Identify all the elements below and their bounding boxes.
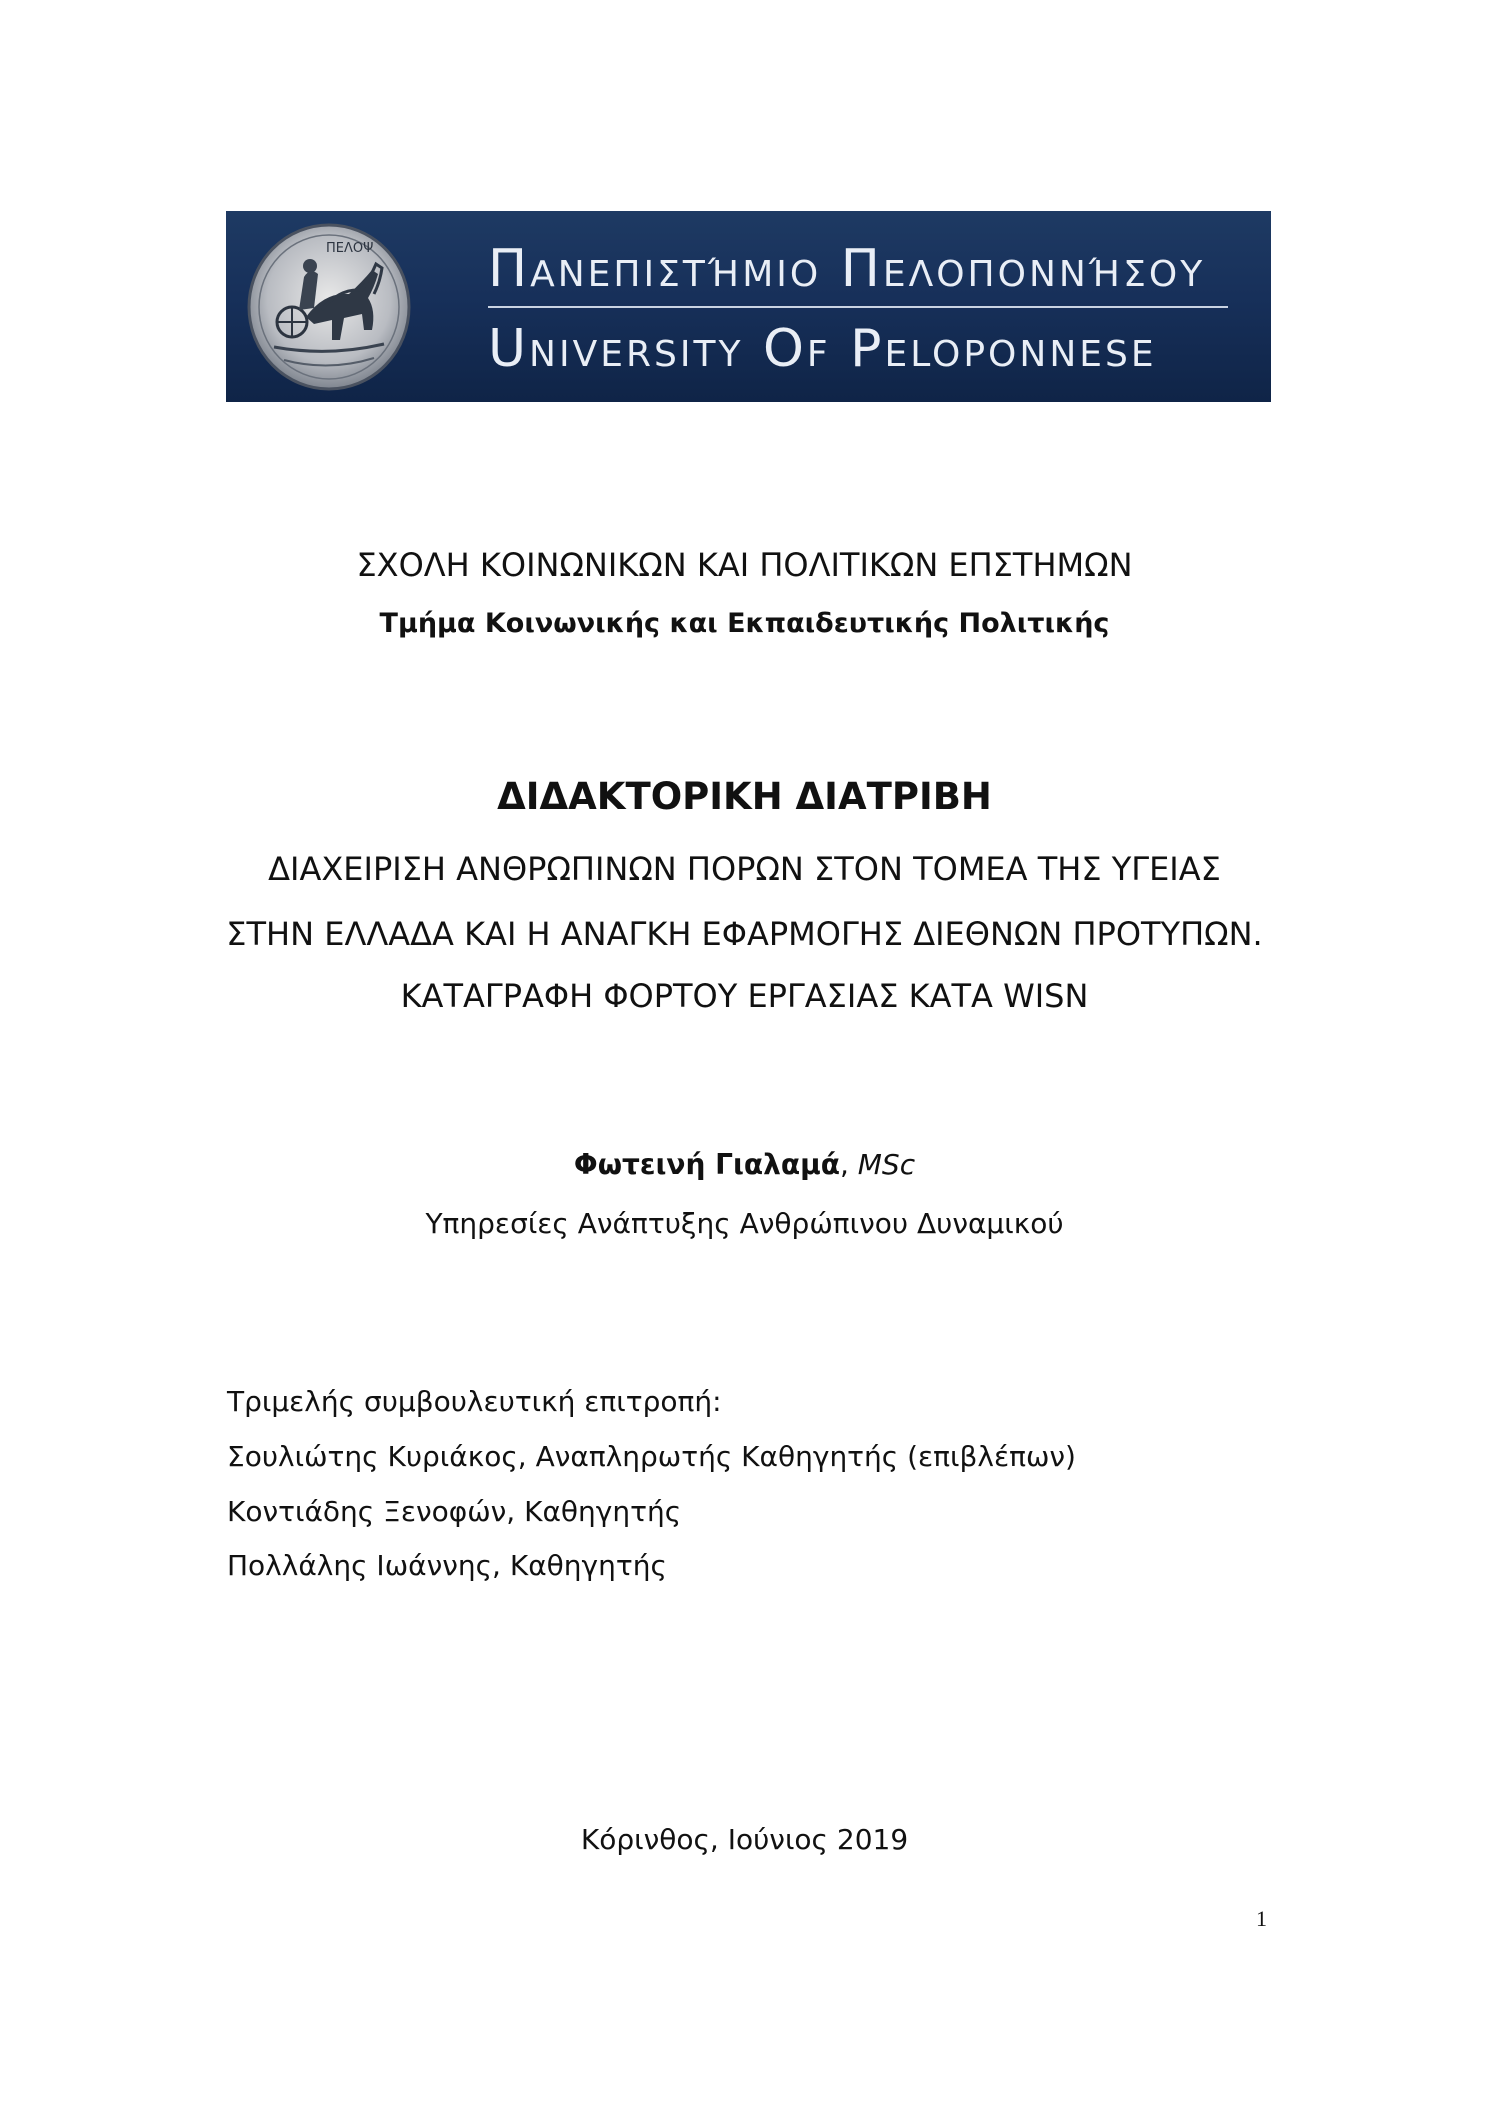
thesis-title-line-3: ΚΑΤΑΓΡΑΦΗ ΦΟΡΤΟΥ ΕΡΓΑΣΙΑΣ ΚΑΤΑ WISN — [400, 977, 1089, 1015]
author-line — [0, 1148, 1489, 1181]
author-degree: MSc — [857, 1148, 916, 1181]
thesis-title-line-2: ΣΤΗΝ ΕΛΛΑΔΑ ΚΑΙ Η ΑΝΑΓΚΗ ΕΦΑΡΜΟΓΗΣ ΔΙΕΘΝΩΝ ΠΡΟΤΥΠΩΝ. — [226, 915, 1263, 953]
committee-member: Σουλιώτης Κυριάκος, Αναπληρωτής Καθηγητής (επιβλέπων) — [227, 1440, 1076, 1473]
author-name: Φωτεινή Γιαλαμά — [573, 1148, 840, 1181]
page-number: 1 — [1256, 1906, 1267, 1931]
committee-heading: Τριμελής συμβουλευτική επιτροπή: — [227, 1385, 722, 1418]
document-type: ΔΙΔΑΚΤΟΡΙΚΗ ΔΙΑΤΡΙΒΗ — [497, 775, 992, 818]
place-and-date: Κόρινθος, Ιούνιος 2019 — [580, 1823, 909, 1856]
banner-title-english: University Of Peloponnese — [488, 319, 1157, 379]
author-separator: , — [839, 1148, 858, 1181]
author-affiliation: Υπηρεσίες Ανάπτυξης Ανθρώπινου Δυναμικού — [425, 1207, 1064, 1240]
committee-member: Πολλάλης Ιωάννης, Καθηγητής — [227, 1549, 667, 1582]
banner-title-greek: Πανεπιστήμιο Πελοποννήσου — [488, 239, 1206, 299]
banner-divider — [488, 306, 1228, 308]
committee-member: Κοντιάδης Ξενοφών, Καθηγητής — [227, 1495, 682, 1528]
university-banner — [226, 211, 1271, 402]
svg-text:ΠΕΛΟΨ: ΠΕΛΟΨ — [326, 241, 374, 256]
department-name: Τμήμα Κοινωνικής και Εκπαιδευτικής Πολιτικής — [379, 608, 1110, 639]
university-seal-icon — [244, 222, 414, 392]
thesis-title-line-1: ΔΙΑΧΕΙΡΙΣΗ ΑΝΘΡΩΠΙΝΩΝ ΠΟΡΩΝ ΣΤΟΝ ΤΟΜΕΑ ΤΗΣ ΥΓΕΙΑΣ — [268, 850, 1221, 888]
school-name: ΣΧΟΛΗ ΚΟΙΝΩΝΙΚΩΝ ΚΑΙ ΠΟΛΙΤΙΚΩΝ ΕΠΣΤΗΜΩΝ — [356, 546, 1133, 584]
